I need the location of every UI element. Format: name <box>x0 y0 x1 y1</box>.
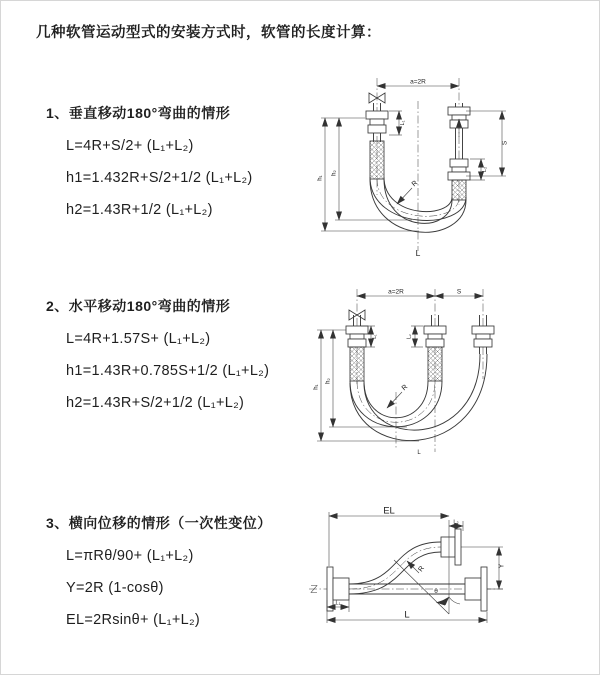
dim-label-h2: h₂ <box>331 170 338 176</box>
dimension-h1-h2 <box>318 118 420 231</box>
dimension-a2r <box>377 79 459 87</box>
formula-h1: h1=1.432R+S/2+1/2 (L₁+L₂) <box>66 170 253 186</box>
dimension-l2 <box>470 159 488 180</box>
dim-label-y: Y <box>498 563 506 569</box>
radius-callout <box>407 561 426 573</box>
page-title: 几种软管运动型式的安装方式时，软管的长度计算： <box>36 25 381 41</box>
dimension-a2r <box>357 289 435 297</box>
section-vertical-180 <box>46 103 253 226</box>
dim-label-l-total: L <box>415 248 421 258</box>
dimension-l2 <box>407 326 424 347</box>
dim-label-l1: L₁ <box>335 600 341 607</box>
section-2-formulas <box>46 323 269 419</box>
radius-callout <box>397 180 419 204</box>
centerlines <box>377 78 459 251</box>
dim-label-l-total: L <box>417 450 421 456</box>
section-1-heading: 1、垂直移动180°弯曲的情形 <box>46 105 231 121</box>
dimension-el <box>329 506 449 567</box>
dimension-l1 <box>389 111 406 135</box>
dim-label-l: L <box>404 609 410 621</box>
formula-h2: h2=1.43R+1/2 (L₁+L₂) <box>66 202 213 218</box>
radius-callout <box>387 384 409 408</box>
dim-label-el: EL <box>383 505 395 517</box>
dimension-l-total <box>327 610 487 624</box>
dim-label-s: S <box>456 288 462 296</box>
formula-Y: Y=2R (1-cosθ) <box>66 580 164 596</box>
dim-label-l2: L₂ <box>453 519 459 526</box>
dim-label-h2: h₂ <box>325 378 332 384</box>
dim-label-r: R <box>400 383 410 393</box>
diagram-horizontal-180 <box>307 284 592 459</box>
dim-label-l1: L₁ <box>372 334 378 339</box>
dim-label-r: R <box>410 179 420 189</box>
dimension-s <box>466 111 509 176</box>
dim-label-s: S <box>501 140 509 146</box>
section-3-heading: 3、横向位移的情形（一次性变位） <box>46 515 272 531</box>
section-lateral-displacement <box>46 513 272 636</box>
formula-h2: h2=1.43R+S/2+1/2 (L₁+L₂) <box>66 395 245 411</box>
dim-label-a2r: a=2R <box>388 288 404 296</box>
dim-label-r: R <box>417 565 427 574</box>
centerlines <box>357 289 483 452</box>
dimension-s <box>435 289 483 297</box>
section-1-formulas <box>46 130 253 226</box>
dim-label-a2r: a=2R <box>410 78 426 86</box>
formula-h1: h1=1.43R+0.785S+1/2 (L₁+L₂) <box>66 363 270 379</box>
formula-L: L=4R+S/2+ (L₁+L₂) <box>66 138 194 154</box>
formula-L: L=4R+1.57S+ (L₁+L₂) <box>66 331 211 347</box>
right-lower-flange <box>465 567 487 611</box>
left-pipe-fitting <box>366 103 388 179</box>
section-horizontal-180 <box>46 296 269 419</box>
section-2-heading: 2、水平移动180°弯曲的情形 <box>46 298 231 314</box>
dim-label-h1: h₁ <box>313 384 320 390</box>
upper-flange <box>441 529 461 565</box>
dim-label-l1: L₁ <box>400 120 406 126</box>
section-3-formulas <box>46 540 272 636</box>
dim-label-h1: h₁ <box>317 175 324 181</box>
hose-u-bends <box>350 354 487 441</box>
dim-label-theta: θ <box>434 588 438 595</box>
dim-label-l2: L₂ <box>482 166 488 173</box>
angle-construction <box>394 520 460 614</box>
formula-EL: EL=2Rsinθ+ (L₁+L₂) <box>66 612 201 628</box>
formula-L: L=πRθ/90+ (L₁+L₂) <box>66 548 194 564</box>
dim-label-l2: L₂ <box>406 334 413 339</box>
s-curve-hose <box>349 542 441 594</box>
diagram-lateral-displacement <box>303 504 593 654</box>
diagram-vertical-180 <box>309 73 591 258</box>
